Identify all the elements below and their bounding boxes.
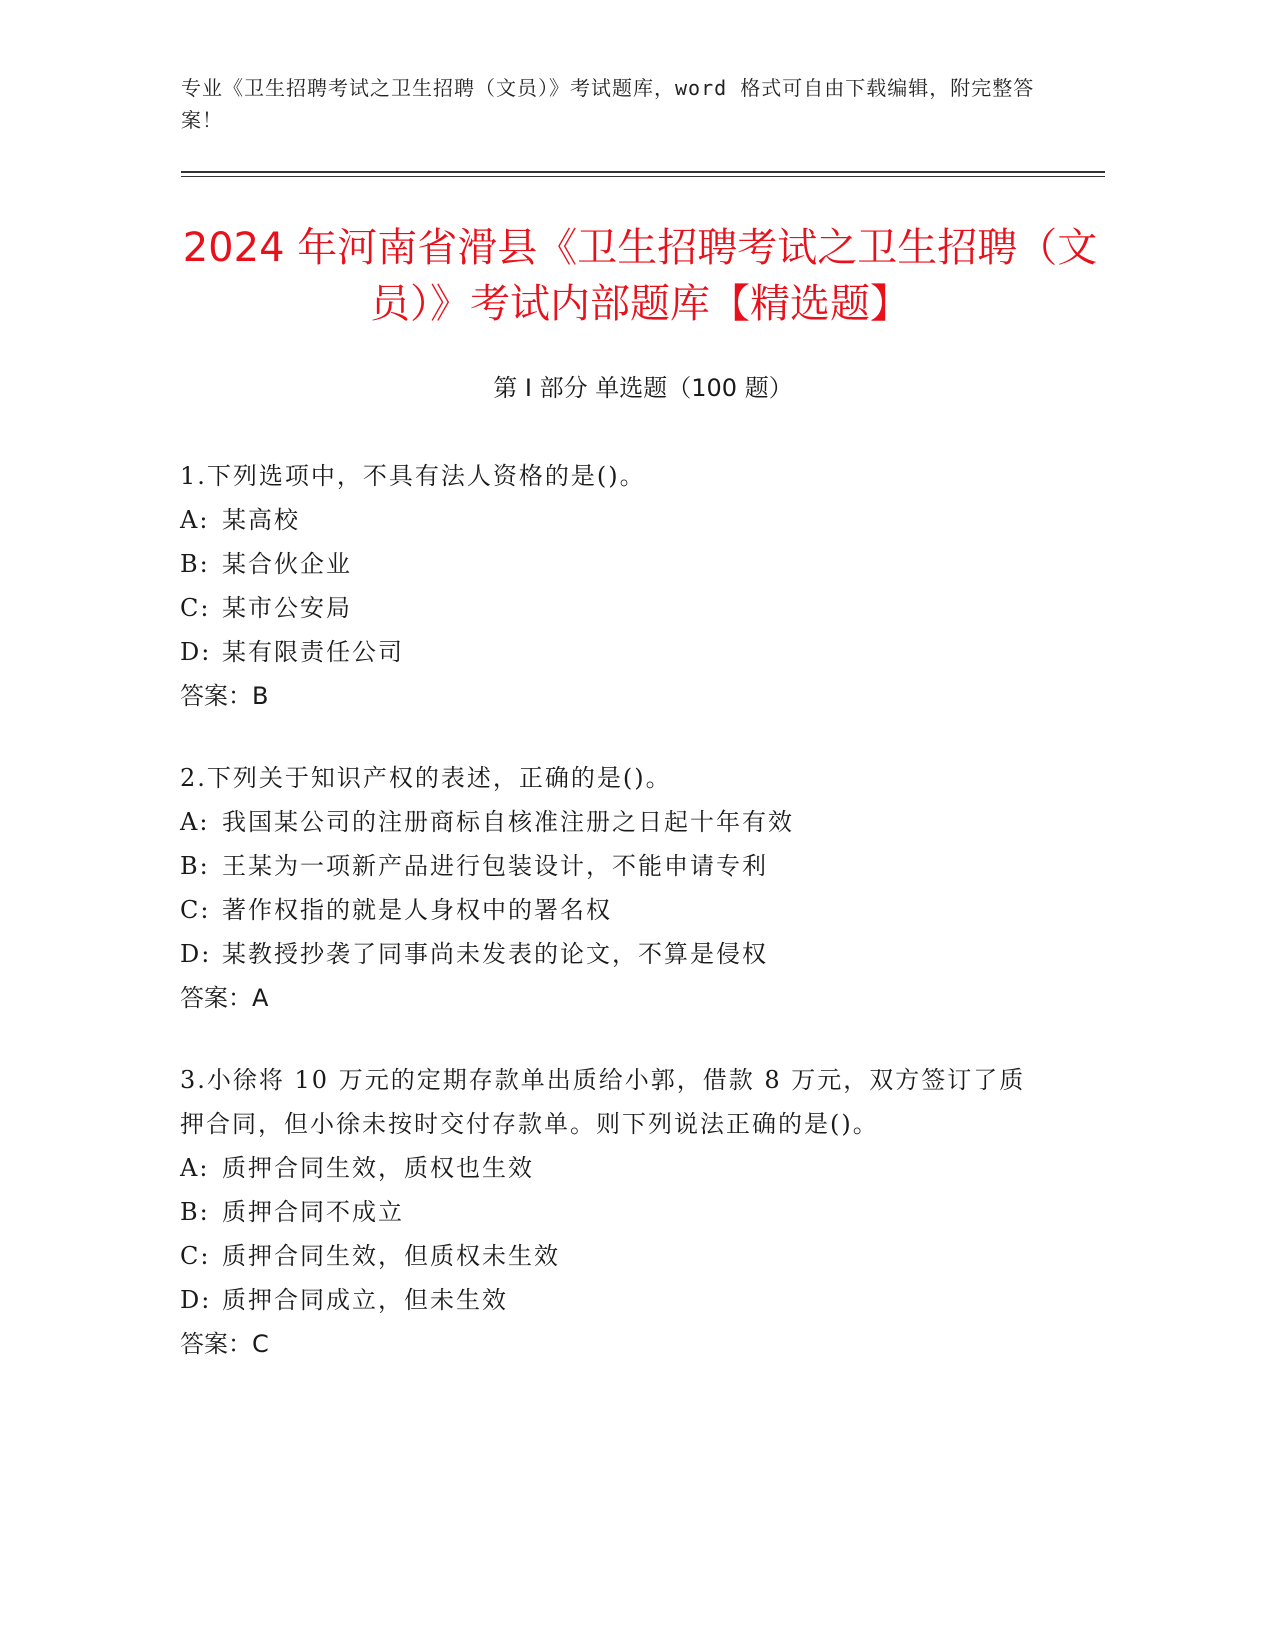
option-letter: C: [180, 594, 211, 622]
header-divider-thin [181, 176, 1105, 177]
answer-line: 答案：B [180, 682, 269, 710]
option-b [180, 1190, 1050, 1234]
question-stem: 3.小徐将 10 万元的定期存款单出质给小郭，借款 8 万元，双方签订了质押合同，但小徐未按时交付存款单。则下列说法正确的是()。 [180, 1066, 1026, 1138]
option-letter: C: [180, 896, 211, 924]
document-title: 2024 年河南省滑县《卫生招聘考试之卫生招聘（文员）》考试内部题库【精选题】 [182, 225, 1098, 327]
option-letter: D: [180, 940, 212, 968]
option-text: 质押合同生效，质权也生效 [222, 1154, 534, 1182]
option-text: 某有限责任公司 [222, 638, 404, 666]
option-d [180, 630, 1050, 674]
option-text: 王某为一项新产品进行包装设计，不能申请专利 [222, 852, 768, 880]
option-text: 某教授抄袭了同事尚未发表的论文，不算是侵权 [222, 940, 768, 968]
option-letter: D: [180, 638, 212, 666]
header-divider [181, 171, 1105, 173]
option-letter: D: [180, 1286, 212, 1314]
option-c [180, 1234, 1050, 1278]
section-heading: 第 I 部分 单选题（100 题） [493, 374, 793, 402]
question-stem: 1.下列选项中，不具有法人资格的是()。 [180, 462, 646, 490]
option-c [180, 888, 1050, 932]
option-letter: B: [180, 1198, 210, 1226]
question-1 [180, 454, 1050, 718]
option-text: 某高校 [222, 506, 300, 534]
option-a [180, 800, 1050, 844]
option-text: 某市公安局 [222, 594, 352, 622]
option-text: 某合伙企业 [222, 550, 352, 578]
option-b [180, 844, 1050, 888]
option-text: 质押合同不成立 [222, 1198, 404, 1226]
option-letter: B: [180, 550, 210, 578]
question-list [180, 454, 1050, 1404]
question-stem: 2.下列关于知识产权的表述，正确的是()。 [180, 764, 672, 792]
option-c [180, 586, 1050, 630]
option-text: 质押合同成立，但未生效 [222, 1286, 508, 1314]
option-text: 我国某公司的注册商标自核准注册之日起十年有效 [222, 808, 794, 836]
option-letter: B: [180, 852, 210, 880]
option-text: 著作权指的就是人身权中的署名权 [222, 896, 612, 924]
option-letter: A: [180, 1154, 210, 1182]
option-a [180, 1146, 1050, 1190]
answer-line: 答案：C [180, 1330, 269, 1358]
option-text: 质押合同生效，但质权未生效 [222, 1242, 560, 1270]
question-3 [180, 1058, 1050, 1366]
option-letter: A: [180, 506, 210, 534]
option-d [180, 932, 1050, 976]
option-d [180, 1278, 1050, 1322]
option-b [180, 542, 1050, 586]
answer-line: 答案：A [180, 984, 269, 1012]
question-2 [180, 756, 1050, 1020]
option-letter: A: [180, 808, 210, 836]
header-note: 专业《卫生招聘考试之卫生招聘（文员）》考试题库，word 格式可自由下载编辑，附完整答案！ [181, 76, 1035, 132]
option-a [180, 498, 1050, 542]
option-letter: C: [180, 1242, 211, 1270]
